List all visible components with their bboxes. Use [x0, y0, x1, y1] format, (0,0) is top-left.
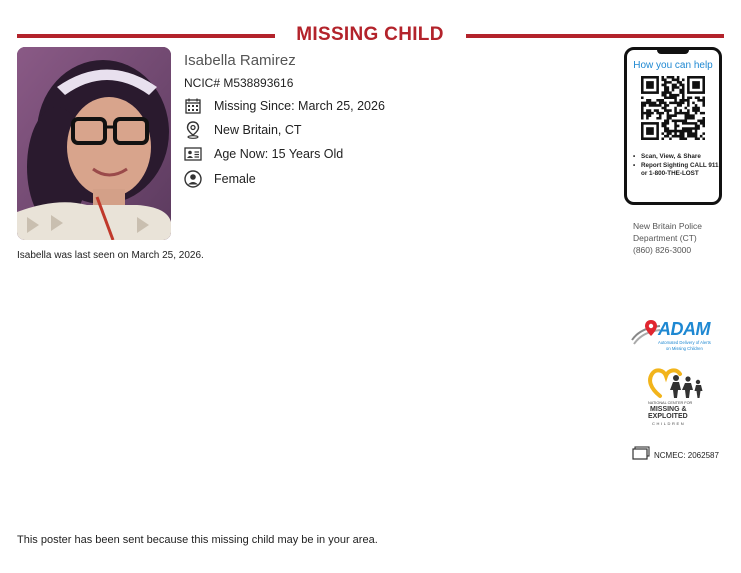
ncic-number: NCIC# M538893616 — [184, 76, 294, 90]
info-location — [184, 120, 302, 140]
adam-tagline-1: Automated Delivery of Alerts — [658, 340, 711, 345]
agency-name-line2: Department (CT) — [633, 233, 697, 243]
child-name: Isabella Ramirez — [184, 52, 296, 69]
help-phone-card — [624, 47, 722, 205]
ncmec-line-4: CHILDREN — [652, 421, 686, 426]
sex-text: Female — [214, 172, 256, 186]
case-number — [632, 446, 719, 465]
help-item: • Scan, View, & Share — [631, 153, 719, 161]
ncmec-line-3: EXPLOITED — [648, 413, 688, 420]
person-icon — [184, 170, 202, 188]
footer-note: This poster has been sent because this missing child may be in your area. — [17, 534, 378, 546]
agency-phone: (860) 826-3000 — [633, 245, 692, 255]
child-photo — [17, 47, 171, 240]
header-rule-left — [17, 34, 275, 38]
case-number-text: NCMEC: 2062587 — [654, 451, 719, 460]
agency-contact — [633, 220, 733, 256]
last-seen-text: Isabella was last seen on March 25, 2026. — [17, 250, 204, 261]
adam-tagline-2: on Missing Children — [666, 346, 703, 351]
qr-code[interactable] — [641, 76, 705, 140]
info-age — [184, 144, 344, 164]
folder-icon — [632, 446, 650, 465]
help-title: How you can help — [633, 60, 713, 71]
id-card-icon — [184, 145, 202, 163]
ncmec-line-2: MISSING & — [650, 406, 687, 413]
missing-since-text: Missing Since: March 25, 2026 — [214, 99, 385, 113]
phone-notch — [657, 49, 689, 54]
location-pin-icon — [184, 121, 202, 139]
header-rule-right — [466, 34, 724, 38]
adam-logo — [630, 318, 722, 354]
age-text: Age Now: 15 Years Old — [214, 147, 344, 161]
poster-title: MISSING CHILD — [296, 24, 444, 45]
calendar-icon — [184, 97, 202, 115]
help-item: • Report Sighting CALL 911 or 1-800-THE-LOST — [631, 162, 719, 178]
info-sex — [184, 169, 256, 189]
help-list — [631, 153, 719, 179]
adam-wordmark: ADAM — [658, 319, 710, 339]
ncmec-line-1: NATIONAL CENTER FOR — [648, 401, 693, 405]
agency-name-line1: New Britain Police — [633, 221, 702, 231]
ncmec-logo — [646, 366, 706, 428]
location-text: New Britain, CT — [214, 123, 302, 137]
info-missing-since — [184, 96, 385, 116]
